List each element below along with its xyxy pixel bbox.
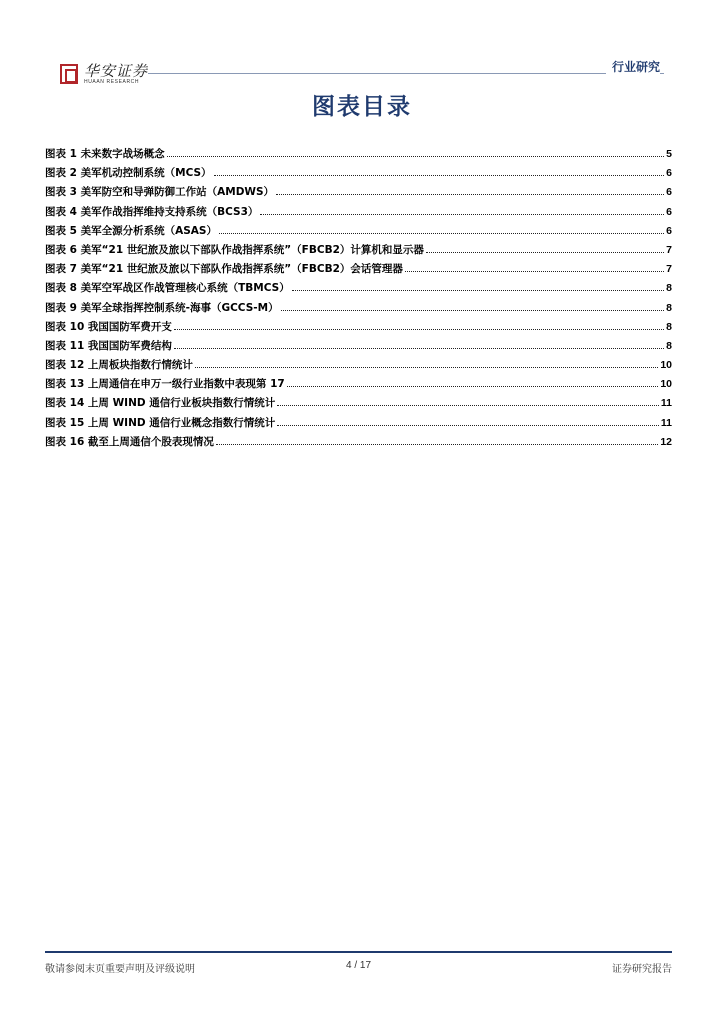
toc-entry-page: 10 [660, 378, 672, 391]
toc-leader-dots [174, 348, 664, 349]
toc-entry[interactable] [45, 280, 672, 299]
toc-entry-page: 11 [660, 397, 672, 410]
company-logo-icon [60, 64, 78, 84]
toc-entry-page: 11 [660, 416, 672, 429]
toc-leader-dots [276, 194, 664, 195]
toc-entry-label: 图表 8 美军空军战区作战管理核心系统（TBMCS） [45, 282, 290, 295]
page-title: 图表目录 [312, 94, 412, 120]
toc-entry-label: 图表 3 美军防空和导弹防御工作站（AMDWS） [45, 186, 275, 199]
toc-leader-dots [277, 425, 659, 426]
company-logo-subtitle: HUAAN RESEARCH [84, 79, 140, 85]
toc-leader-dots [260, 214, 664, 215]
toc-leader-dots [216, 444, 658, 445]
toc-entry-label: 图表 7 美军“21 世纪旅及旅以下部队作战指挥系统”（FBCB2）会话管理器 [45, 263, 403, 276]
toc-entry-label: 图表 14 上周 WIND 通信行业板块指数行情统计 [45, 397, 276, 410]
toc-leader-dots [167, 156, 665, 157]
toc-entry-label: 图表 6 美军“21 世纪旅及旅以下部队作战指挥系统”（FBCB2）计算机和显示器 [45, 243, 424, 256]
toc-entry-label: 图表 5 美军全源分析系统（ASAS） [45, 224, 217, 237]
footer-divider [45, 951, 672, 953]
toc-entry-page: 8 [666, 320, 672, 333]
toc-entry[interactable] [45, 261, 672, 280]
toc-entry[interactable] [45, 319, 672, 338]
toc-entry-label: 图表 15 上周 WIND 通信行业概念指数行情统计 [45, 416, 276, 429]
toc-entry[interactable] [45, 223, 672, 242]
footer-disclaimer: 敬请参阅末页重要声明及评级说明 [45, 964, 195, 975]
toc-entry-label: 图表 10 我国国防军费开支 [45, 320, 172, 333]
header-divider [148, 73, 664, 74]
toc-entry-label: 图表 12 上周板块指数行情统计 [45, 359, 193, 372]
toc-entry-page: 7 [666, 243, 672, 256]
toc-leader-dots [195, 367, 658, 368]
toc-entry-page: 7 [666, 263, 672, 276]
toc-leader-dots [281, 310, 665, 311]
toc-entry-page: 10 [660, 359, 672, 372]
report-section-label: 行业研究 [606, 58, 660, 75]
toc-entry-page: 6 [666, 186, 672, 199]
toc-entry[interactable] [45, 376, 672, 395]
page-number: 4 / 17 [345, 960, 372, 971]
toc-leader-dots [214, 175, 665, 176]
toc-entry[interactable] [45, 434, 672, 453]
toc-leader-dots [174, 329, 664, 330]
footer-report-type: 证券研究报告 [612, 964, 672, 975]
toc-entry[interactable] [45, 184, 672, 203]
toc-entry[interactable] [45, 395, 672, 414]
company-logo-text: 华安证券 [84, 62, 149, 80]
toc-leader-dots [287, 386, 659, 387]
toc-entry-page: 8 [666, 301, 672, 314]
page-header [60, 58, 664, 88]
toc-entry[interactable] [45, 357, 672, 376]
toc-entry-label: 图表 11 我国国防军费结构 [45, 339, 172, 352]
toc-leader-dots [405, 271, 664, 272]
toc-entry-page: 8 [666, 282, 672, 295]
toc-leader-dots [277, 405, 659, 406]
toc-leader-dots [219, 233, 664, 234]
toc-entry-label: 图表 4 美军作战指挥维持支持系统（BCS3） [45, 205, 259, 218]
toc-entry[interactable] [45, 242, 672, 261]
toc-leader-dots [292, 290, 664, 291]
toc-entry[interactable] [45, 338, 672, 357]
toc-entry-page: 12 [660, 435, 672, 448]
toc-entry-page: 6 [666, 167, 672, 180]
toc-entry-page: 6 [666, 224, 672, 237]
toc-entry-page: 5 [666, 148, 672, 160]
toc-entry[interactable] [45, 300, 672, 319]
figure-list [45, 146, 672, 453]
toc-entry-label: 图表 13 上周通信在申万一级行业指数中表现第 17 [45, 378, 285, 391]
toc-entry-label: 图表 16 截至上周通信个股表现情况 [45, 435, 214, 448]
toc-entry-label: 图表 2 美军机动控制系统（MCS） [45, 167, 212, 180]
toc-entry-label: 图表 1 未来数字战场概念 [45, 148, 165, 160]
toc-entry[interactable] [45, 204, 672, 223]
toc-entry[interactable] [45, 165, 672, 184]
toc-leader-dots [426, 252, 664, 253]
toc-entry-page: 8 [666, 339, 672, 352]
toc-entry[interactable] [45, 415, 672, 434]
toc-entry[interactable] [45, 146, 672, 165]
toc-entry-page: 6 [666, 205, 672, 218]
toc-entry-label: 图表 9 美军全球指挥控制系统-海事（GCCS-M） [45, 301, 279, 314]
